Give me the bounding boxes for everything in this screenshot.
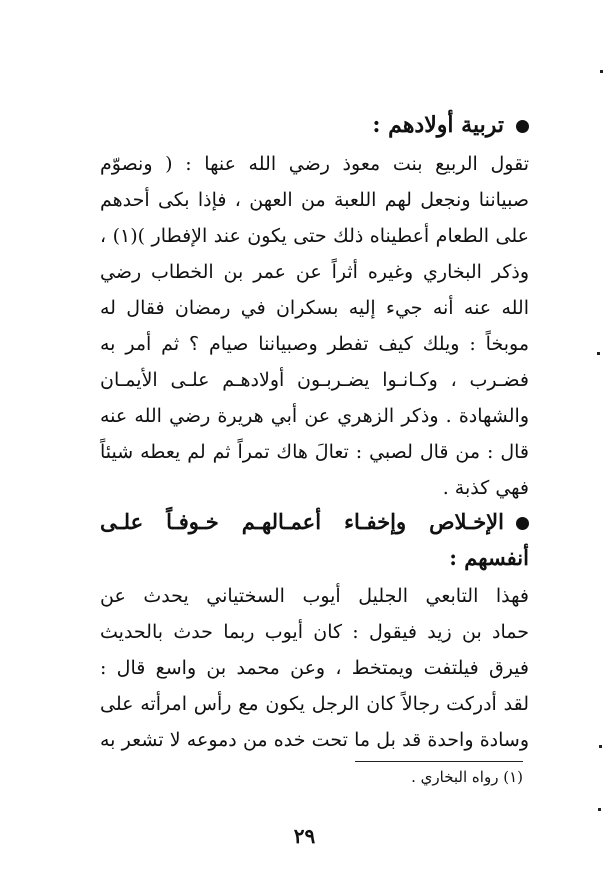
scan-speck	[597, 352, 600, 355]
heading-text: الإخـلاص وإخفـاء أعمـالهـم خـوفـاً علـى	[100, 509, 504, 534]
section-body-sincerity	[100, 578, 529, 758]
text-line: على الطعام أعطيناه ذلك حتى يكون عند الإفطار )(١) ،	[100, 225, 529, 247]
scan-speck	[598, 808, 601, 811]
page-number: ٢٩	[293, 824, 316, 848]
heading-line: أنفسهم :	[449, 545, 529, 570]
bullet-icon	[516, 120, 529, 133]
heading-line	[100, 504, 529, 540]
text-line: فهي كذبة .	[442, 477, 529, 499]
text-line: فيرق فيلتفت ويمتخط ، وعن محمد بن واسع قال :	[100, 657, 529, 679]
text-line: لقد أدركت رجالاً كان الرجل يكون مع رأس امرأته على	[100, 693, 529, 715]
text-line: قال : من قال لصبي : تعالَ هاك تمراً ثم لم يعطه شيئاً	[100, 441, 529, 463]
section-heading-raising-children	[100, 108, 529, 142]
bullet-icon	[516, 517, 529, 530]
section-body-raising-children	[100, 146, 529, 506]
text-line: الله عنه أنه جيء إليه بسكران في رمضان فقال له	[100, 297, 529, 319]
heading-text: تربية أولادهم :	[372, 112, 504, 138]
text-line: وذكر البخاري وغيره أثراً عن عمر بن الخطاب رضي	[100, 261, 529, 283]
text-line: فضـرب ، وكـانـوا يضـربـون أولادهـم علـى الأيمـان	[100, 369, 529, 391]
scan-speck	[600, 70, 603, 73]
text-line: موبخاً : ويلك كيف تفطر وصبياننا صيام ؟ ثم أمر به	[100, 333, 529, 355]
section-heading-sincerity	[100, 504, 529, 576]
text-line: صبياننا ونجعل لهم اللعبة من العهن ، فإذا بكى أحدهم	[100, 189, 529, 211]
text-line: فهذا التابعي الجليل أيوب السختياني يحدث عن	[100, 585, 529, 607]
text-line: حماد بن زيد فيقول : كان أيوب ربما حدث بالحديث	[100, 621, 529, 643]
footnote: (١) رواه البخاري .	[411, 768, 523, 786]
text-line: تقول الربيع بنت معوذ رضي الله عنها : ( ونصوّم	[100, 153, 529, 175]
scan-speck	[599, 745, 602, 748]
text-line: والشهادة . وذكر الزهري عن أبي هريرة رضي الله عنه	[100, 405, 529, 427]
text-line: وسادة واحدة قد بل ما تحت خده من دموعه لا تشعر به	[100, 729, 529, 751]
footnote-divider	[355, 761, 523, 762]
